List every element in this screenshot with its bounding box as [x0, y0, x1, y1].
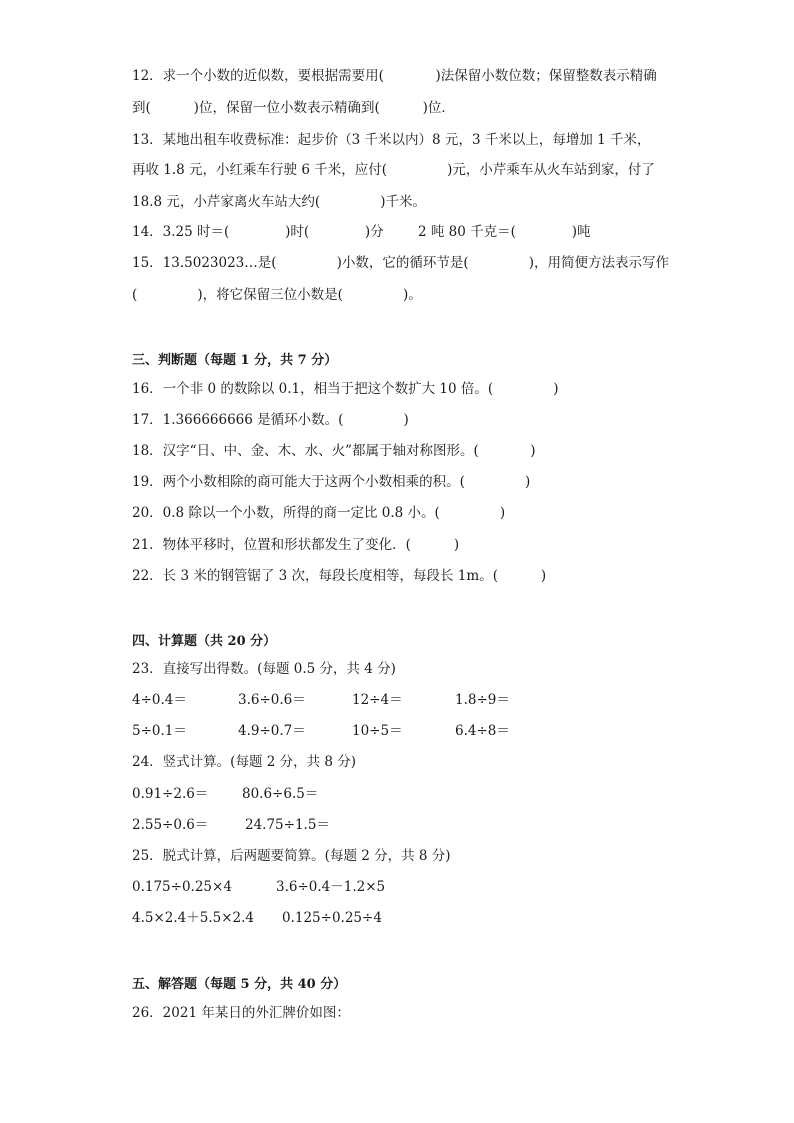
q14-line1: 14．3.25 时＝( )时( )分 2 吨 80 千克＝( )吨: [132, 224, 591, 240]
q23-expr: 6.4÷8＝: [455, 723, 510, 739]
q13-line3: 18.8 元，小芹家离火车站大约( )千米。: [132, 194, 426, 210]
q17: 17．1.366666666 是循环小数。( ): [132, 412, 409, 428]
q12-line1: 12．求一个小数的近似数，要根据需要用( )法保留小数位数；保留整数表示精确: [132, 68, 657, 84]
q25-expr: 0.125÷0.25÷4: [282, 910, 382, 926]
q15-line2: ( )，将它保留三位小数是( )。: [132, 287, 422, 303]
q23-expr: 5÷0.1＝: [132, 723, 187, 739]
q20: 20．0.8 除以一个小数，所得的商一定比 0.8 小。( ): [132, 505, 506, 521]
q25-expr: 3.6÷0.4－1.2×5: [276, 879, 386, 895]
section3-heading: 三、判断题（每题 1 分，共 7 分）: [132, 353, 338, 368]
q24-expr: 80.6÷6.5＝: [242, 786, 319, 802]
q23-expr: 12÷4＝: [352, 692, 403, 708]
q16: 16．一个非 0 的数除以 0.1，相当于把这个数扩大 10 倍。( ): [132, 381, 559, 397]
q23-title: 23．直接写出得数。(每题 0.5 分，共 4 分): [132, 661, 396, 677]
q26: 26．2021 年某日的外汇牌价如图：: [132, 1005, 350, 1021]
q25-expr: 4.5×2.4＋5.5×2.4: [132, 910, 255, 926]
q24-expr: 0.91÷2.6＝: [132, 786, 209, 802]
section5-heading: 五、解答题（每题 5 分，共 40 分）: [132, 977, 347, 992]
q18: 18．汉字“日、中、金、木、水、火”都属于轴对称图形。( ): [132, 443, 536, 459]
q22: 22．长 3 米的钢管锯了 3 次，每段长度相等，每段长 1m。( ): [132, 568, 547, 584]
q12-line2: 到( )位，保留一位小数表示精确到( )位．: [132, 100, 455, 116]
q23-expr: 3.6÷0.6＝: [238, 692, 306, 708]
q23-expr: 4÷0.4＝: [132, 692, 187, 708]
q15-line1: 15．13.5023023…是( )小数，它的循环节是( )，用简便方法表示写作: [132, 255, 669, 271]
q23-expr: 4.9÷0.7＝: [238, 723, 306, 739]
q25-title: 25．脱式计算，后两题要简算。(每题 2 分，共 8 分): [132, 848, 451, 864]
q13-line2: 再收 1.8 元，小红乘车行驶 6 千米，应付( )元，小芹乘车从火车站到家，付了: [132, 162, 655, 178]
q24-title: 24．竖式计算。(每题 2 分，共 8 分): [132, 754, 357, 770]
q13-line1: 13．某地出租车收费标准：起步价（3 千米以内）8 元，3 千米以上，每增加 1 千米，: [132, 132, 651, 148]
q25-expr: 0.175÷0.25×4: [132, 879, 232, 895]
q24-expr: 2.55÷0.6＝: [132, 817, 209, 833]
q24-expr: 24.75÷1.5＝: [245, 817, 330, 833]
q21: 21．物体平移时，位置和形状都发生了变化．( ): [132, 537, 460, 553]
section4-heading: 四、计算题（共 20 分）: [132, 634, 277, 649]
q19: 19．两个小数相除的商可能大于这两个小数相乘的积。( ): [132, 474, 531, 490]
q23-expr: 10÷5＝: [352, 723, 403, 739]
q23-expr: 1.8÷9＝: [455, 692, 510, 708]
